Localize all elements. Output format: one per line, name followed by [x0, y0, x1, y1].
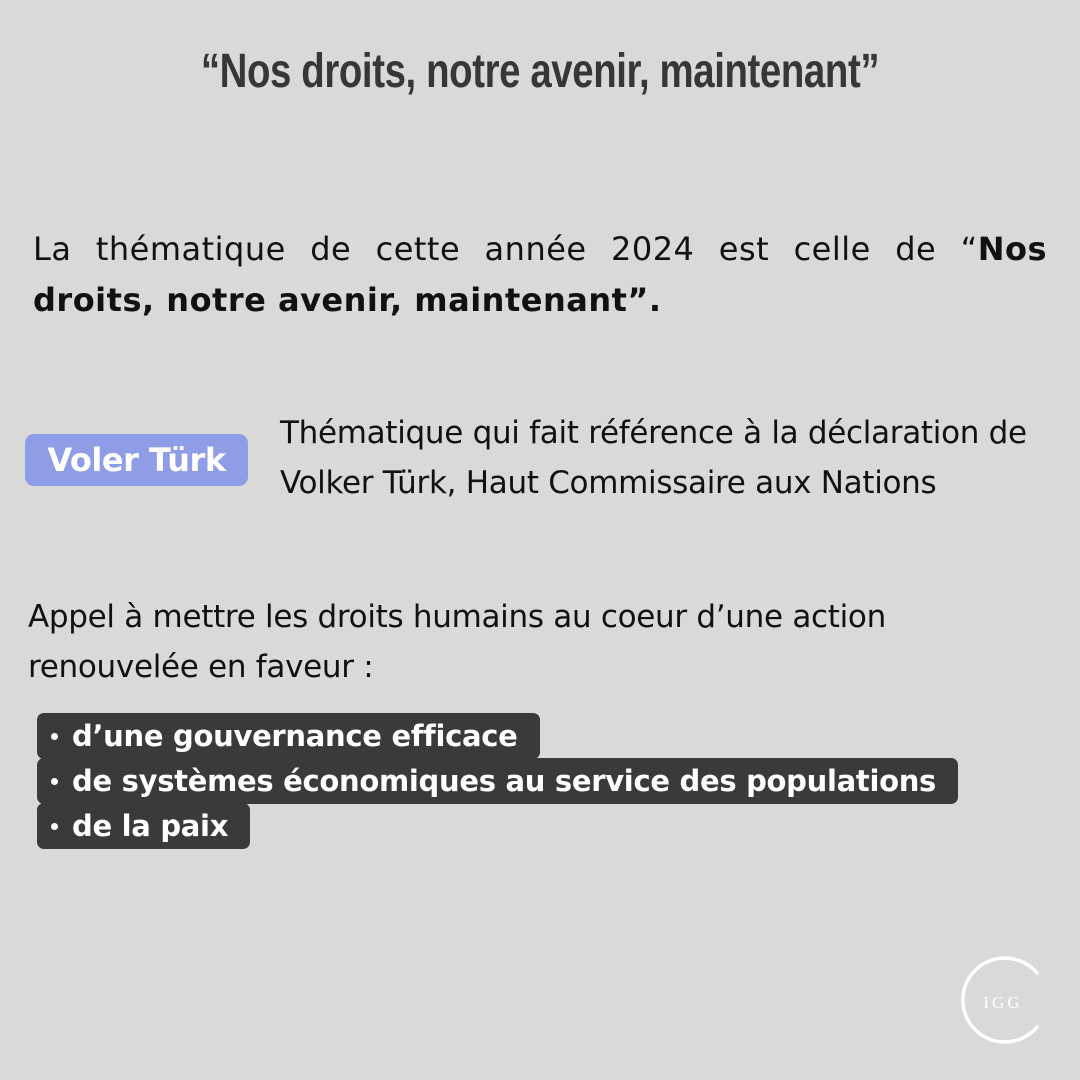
- page-title: “Nos droits, notre avenir, maintenant”: [200, 45, 880, 98]
- bullet-dot-icon: [51, 778, 58, 785]
- igg-logo: [953, 953, 1047, 1047]
- appeal-text: Appel à mettre les droits humains au coeur d’une action renouvelée en faveur :: [28, 599, 886, 685]
- logo-text: IGG: [983, 993, 1023, 1012]
- bullet-dot-icon: [51, 823, 58, 830]
- bullet-item: [37, 758, 958, 804]
- reference-text: Thématique qui fait référence à la déclaration de Volker Türk, Haut Commissaire aux Nations: [280, 415, 1027, 501]
- bullet-label: d’une gouvernance efficace: [72, 719, 518, 753]
- bullet-label: de la paix: [72, 809, 229, 843]
- speaker-badge: Voler Türk: [25, 434, 248, 486]
- intro-text: La thématique de cette année 2024 est celle de “: [33, 230, 978, 268]
- bullet-label: de systèmes économiques au service des populations: [72, 764, 937, 798]
- bullet-list: [37, 714, 958, 849]
- intro-paragraph: [33, 224, 1047, 326]
- bullet-dot-icon: [51, 733, 58, 740]
- intro-theme-bold: Nos droits, notre avenir, maintenant”.: [33, 230, 1047, 319]
- bullet-item: [37, 803, 250, 849]
- bullet-item: [37, 713, 540, 759]
